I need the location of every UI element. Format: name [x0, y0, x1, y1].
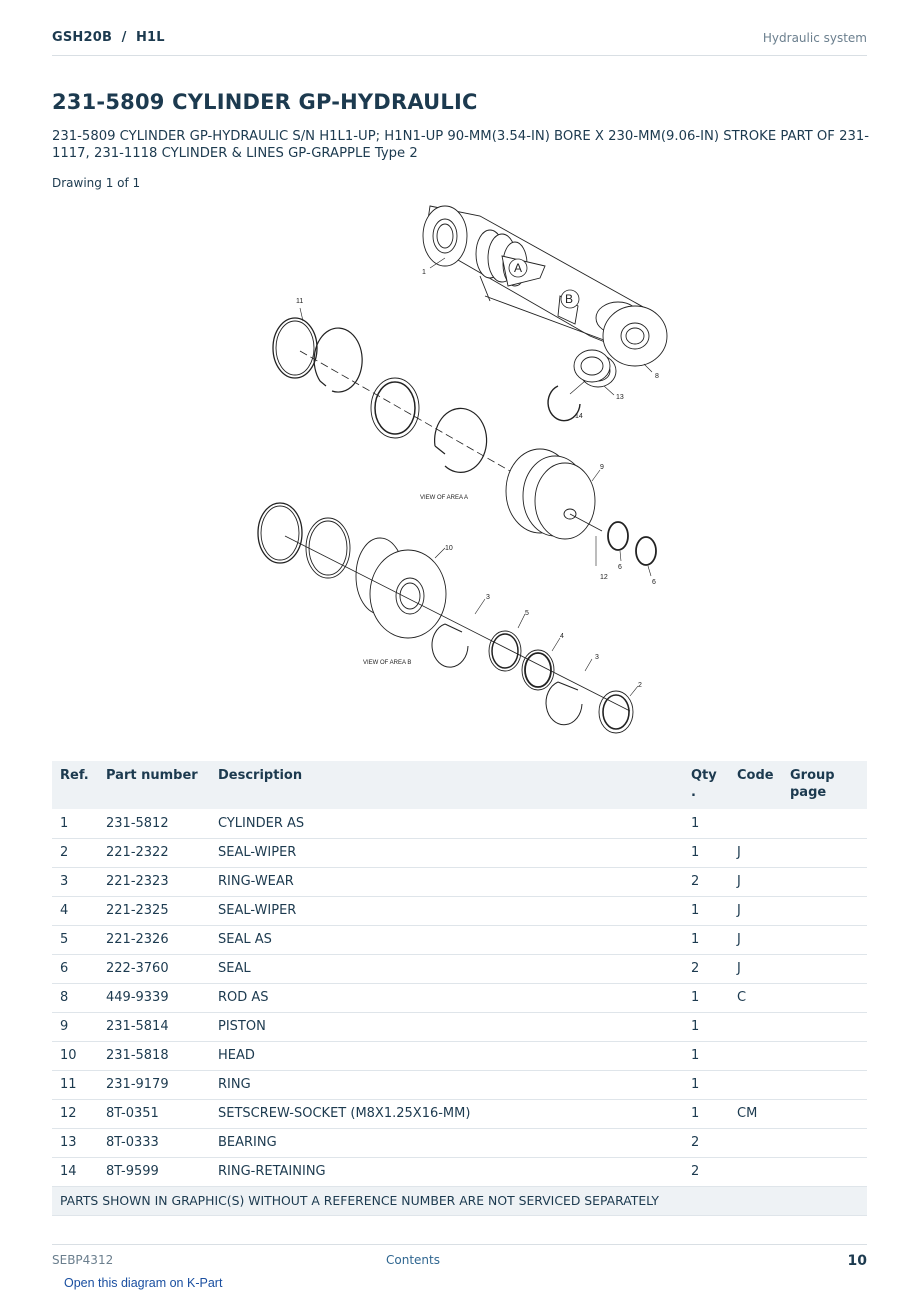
cell-code: [729, 1128, 782, 1157]
cell-group-page: [782, 1012, 867, 1041]
cell-description: PISTON: [210, 1012, 683, 1041]
table-row: [52, 1128, 867, 1157]
cell-description: RING-RETAINING: [210, 1157, 683, 1186]
page-header: [52, 28, 867, 56]
callout-5: 5: [525, 610, 529, 617]
cell-ref: 4: [52, 896, 98, 925]
cell-code: [729, 1157, 782, 1186]
cylinder-assembly-drawing: [423, 206, 667, 366]
cell-ref: 9: [52, 1012, 98, 1041]
cell-part-number: 221-2325: [98, 896, 210, 925]
cell-group-page: [782, 954, 867, 983]
cell-qty: 1: [683, 1041, 729, 1070]
cell-qty: 1: [683, 925, 729, 954]
table-row: [52, 954, 867, 983]
cell-part-number: 221-2322: [98, 838, 210, 867]
cell-group-page: [782, 983, 867, 1012]
cell-group-page: [782, 896, 867, 925]
cell-description: SEAL-WIPER: [210, 896, 683, 925]
table-note: PARTS SHOWN IN GRAPHIC(S) WITHOUT A REFERENCE NUMBER ARE NOT SERVICED SEPARATELY: [52, 1186, 867, 1215]
table-row: [52, 867, 867, 896]
cell-description: SETSCREW-SOCKET (M8X1.25X16-MM): [210, 1099, 683, 1128]
exploded-parts-diagram: [240, 196, 680, 746]
drawing-label: Drawing 1 of 1: [52, 176, 141, 190]
cell-qty: 2: [683, 1157, 729, 1186]
cell-ref: 5: [52, 925, 98, 954]
table-row: [52, 1012, 867, 1041]
table-row: [52, 809, 867, 838]
cell-qty: 1: [683, 809, 729, 838]
view-area-a-label: VIEW OF AREA A: [420, 495, 469, 501]
cell-qty: 2: [683, 954, 729, 983]
cell-group-page: [782, 1099, 867, 1128]
header-group-page: Group page: [782, 761, 867, 809]
cell-group-page: [782, 809, 867, 838]
table-header-row: [52, 761, 867, 809]
contents-link[interactable]: Contents: [386, 1253, 440, 1267]
section-label: Hydraulic system: [762, 31, 867, 45]
callout-14: 14: [575, 413, 583, 420]
cell-code: J: [729, 867, 782, 896]
callout-6a: 6: [618, 564, 622, 571]
cell-description: CYLINDER AS: [210, 809, 683, 838]
cell-ref: 11: [52, 1070, 98, 1099]
bearing-drawing: [574, 350, 616, 387]
page-footer: [52, 1244, 867, 1269]
cell-code: [729, 1012, 782, 1041]
callout-11: 11: [296, 298, 304, 305]
table-row: [52, 1070, 867, 1099]
header-qty: Qty .: [683, 761, 729, 809]
cell-group-page: [782, 838, 867, 867]
cell-description: RING: [210, 1070, 683, 1099]
callout-4: 4: [560, 633, 564, 640]
cell-ref: 12: [52, 1099, 98, 1128]
cell-qty: 1: [683, 1099, 729, 1128]
cell-group-page: [782, 925, 867, 954]
cell-group-page: [782, 1157, 867, 1186]
cell-part-number: 221-2326: [98, 925, 210, 954]
page-number: 10: [847, 1253, 867, 1269]
cell-description: BEARING: [210, 1128, 683, 1157]
cell-part-number: 231-5814: [98, 1012, 210, 1041]
table-row: [52, 896, 867, 925]
cell-ref: 6: [52, 954, 98, 983]
cell-description: SEAL: [210, 954, 683, 983]
model-label: GSH20B / H1L: [52, 30, 165, 45]
view-area-b-label: VIEW OF AREA B: [363, 660, 412, 666]
cell-qty: 2: [683, 1128, 729, 1157]
cell-ref: 14: [52, 1157, 98, 1186]
table-row: [52, 838, 867, 867]
document-id: SEBP4312: [52, 1253, 114, 1267]
callout-2: 2: [638, 682, 642, 689]
table-row: [52, 1099, 867, 1128]
view-area-b-drawing: [258, 503, 633, 733]
callout-9: 9: [600, 464, 604, 471]
cell-description: SEAL-WIPER: [210, 838, 683, 867]
cell-code: J: [729, 838, 782, 867]
cell-code: [729, 1070, 782, 1099]
cell-code: [729, 809, 782, 838]
table-row: [52, 925, 867, 954]
cell-description: RING-WEAR: [210, 867, 683, 896]
header-description: Description: [210, 761, 683, 809]
cell-ref: 10: [52, 1041, 98, 1070]
callout-12: 12: [600, 574, 608, 581]
table-row: [52, 1157, 867, 1186]
cell-group-page: [782, 1128, 867, 1157]
cell-group-page: [782, 1070, 867, 1099]
cell-code: J: [729, 954, 782, 983]
table-row: [52, 983, 867, 1012]
area-b-marker: B: [565, 292, 574, 306]
cell-part-number: 231-9179: [98, 1070, 210, 1099]
cell-part-number: 8T-0351: [98, 1099, 210, 1128]
callout-3a: 3: [486, 594, 490, 601]
cell-group-page: [782, 1041, 867, 1070]
callout-3b: 3: [595, 654, 599, 661]
callout-6b: 6: [652, 579, 656, 586]
cell-part-number: 8T-9599: [98, 1157, 210, 1186]
header-code: Code: [729, 761, 782, 809]
page-title: 231-5809 CYLINDER GP-HYDRAULIC: [52, 90, 478, 114]
cell-qty: 1: [683, 1012, 729, 1041]
cell-qty: 1: [683, 983, 729, 1012]
callout-10: 10: [445, 545, 453, 552]
cell-code: [729, 1041, 782, 1070]
cell-part-number: 449-9339: [98, 983, 210, 1012]
cell-qty: 1: [683, 838, 729, 867]
parts-drawing: [240, 196, 680, 746]
cell-group-page: [782, 867, 867, 896]
header-part-number: Part number: [98, 761, 210, 809]
cell-description: ROD AS: [210, 983, 683, 1012]
cell-ref: 8: [52, 983, 98, 1012]
cell-qty: 1: [683, 896, 729, 925]
cell-part-number: 221-2323: [98, 867, 210, 896]
cell-ref: 3: [52, 867, 98, 896]
table-row: [52, 1041, 867, 1070]
callout-8: 8: [655, 373, 659, 380]
cell-ref: 13: [52, 1128, 98, 1157]
cell-code: CM: [729, 1099, 782, 1128]
area-a-marker: A: [514, 261, 523, 275]
cell-ref: 2: [52, 838, 98, 867]
cell-code: J: [729, 896, 782, 925]
callout-13: 13: [616, 394, 624, 401]
cell-part-number: 231-5818: [98, 1041, 210, 1070]
cell-description: HEAD: [210, 1041, 683, 1070]
cell-qty: 2: [683, 867, 729, 896]
cell-code: C: [729, 983, 782, 1012]
header-ref: Ref.: [52, 761, 98, 809]
parts-table: [52, 761, 867, 1216]
open-kpart-link[interactable]: Open this diagram on K-Part: [64, 1276, 223, 1290]
cell-qty: 1: [683, 1070, 729, 1099]
cell-description: SEAL AS: [210, 925, 683, 954]
cell-part-number: 8T-0333: [98, 1128, 210, 1157]
cell-part-number: 222-3760: [98, 954, 210, 983]
table-note-row: [52, 1186, 867, 1215]
cell-part-number: 231-5812: [98, 809, 210, 838]
page-subtitle: 231-5809 CYLINDER GP-HYDRAULIC S/N H1L1-UP; H1N1-UP 90-MM(3.54-IN) BORE X 230-MM(9.06-IN) STROKE PART OF 231-1117, 231-1118 CYLINDER & LINES GP-GRAPPLE Type 2: [52, 129, 870, 161]
cell-code: J: [729, 925, 782, 954]
callout-1: 1: [422, 269, 426, 276]
cell-ref: 1: [52, 809, 98, 838]
